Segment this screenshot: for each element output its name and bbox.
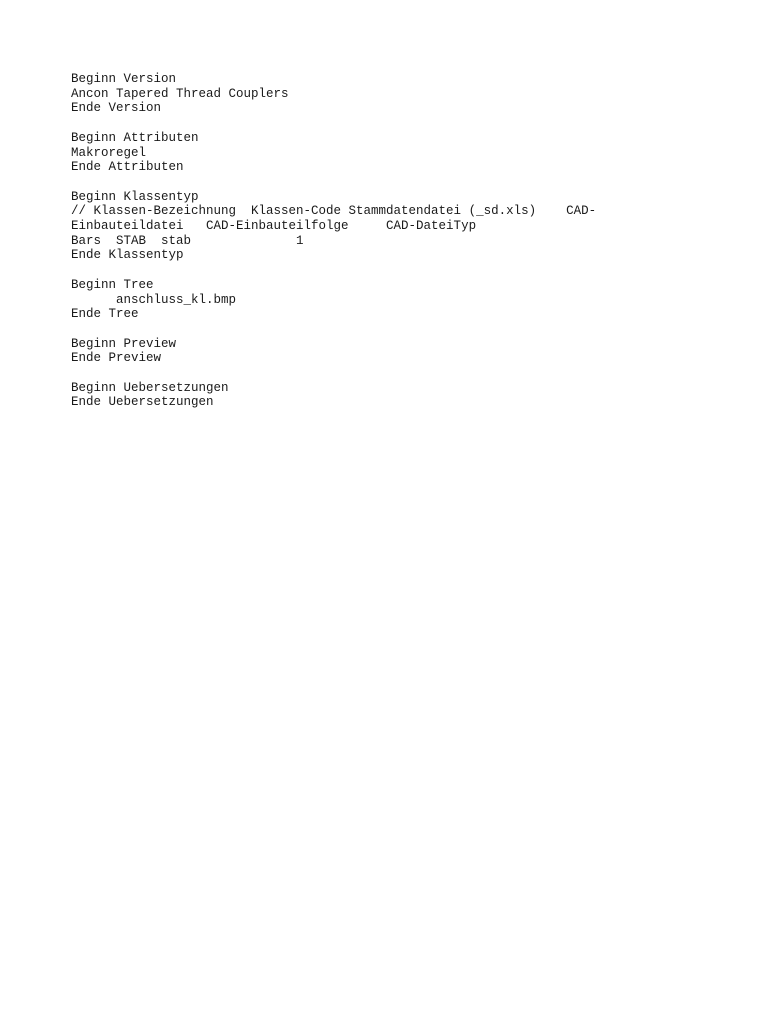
class-type-comment-line-1: // Klassen-Bezeichnung Klassen-Code Stammdatendatei (_sd.xls) CAD- [71, 204, 597, 219]
version-begin: Beginn Version [71, 72, 177, 86]
preview-end: Ende Preview [71, 351, 162, 366]
class-type-end: Ende Klassentyp [71, 248, 184, 263]
translations-begin: Beginn Uebersetzungen [71, 380, 229, 395]
class-type-begin: Beginn Klassentyp [71, 189, 199, 204]
version-name: Ancon Tapered Thread Couplers [71, 86, 289, 101]
attributes-value: Makroregel [71, 145, 147, 160]
preview-section [71, 337, 731, 366]
attributes-begin: Beginn Attributen [71, 130, 199, 145]
version-end: Ende Version [71, 101, 162, 116]
document-page [71, 72, 731, 425]
preview-begin: Beginn Preview [71, 336, 177, 351]
attributes-end: Ende Attributen [71, 160, 184, 175]
tree-section [71, 278, 731, 322]
tree-file: anschluss_kl.bmp [116, 292, 237, 307]
version-section [71, 72, 731, 116]
class-type-comment-line-2: Einbauteildatei CAD-Einbauteilfolge CAD-DateiTyp [71, 219, 477, 233]
tree-begin: Beginn Tree [71, 277, 154, 292]
class-type-row: Bars STAB stab 1 [71, 233, 304, 248]
translations-end: Ende Uebersetzungen [71, 395, 214, 410]
tree-end: Ende Tree [71, 307, 139, 322]
translations-section [71, 381, 731, 410]
class-type-section [71, 190, 731, 264]
attributes-section [71, 131, 731, 175]
